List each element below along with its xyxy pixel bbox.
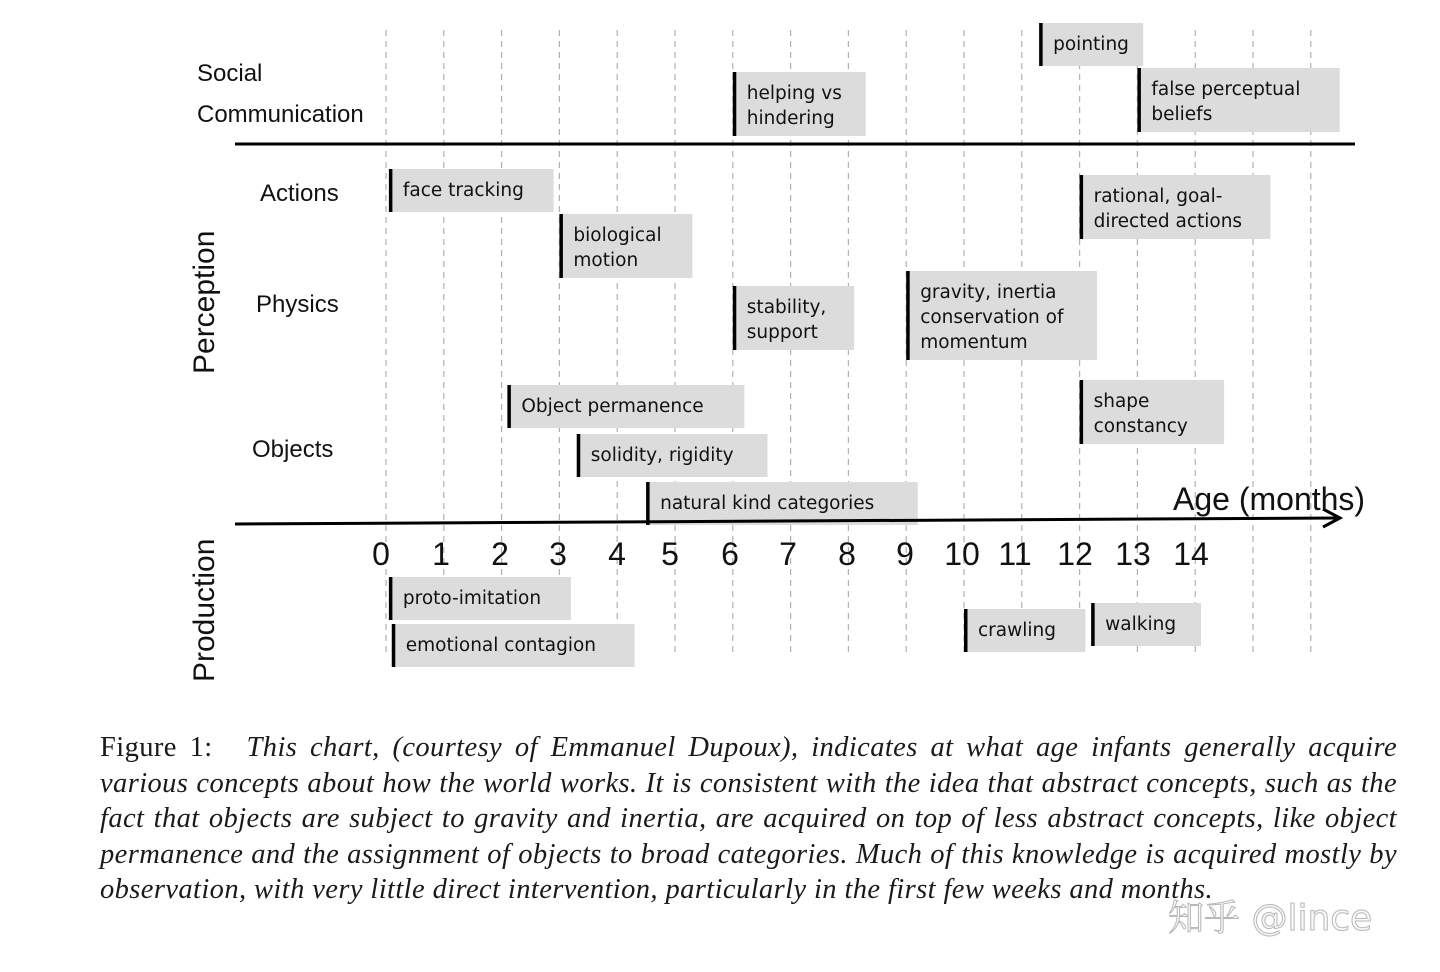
tick-label: 14 (1173, 536, 1209, 572)
concept-bar-label: beliefs (1151, 104, 1213, 125)
concept-bar (1091, 603, 1201, 646)
concept-bar (1080, 175, 1271, 239)
concept-onset-marker (906, 271, 910, 360)
concept-bar (1039, 23, 1143, 66)
concept-onset-marker (577, 434, 581, 477)
concept-bar-label: Object permanence (521, 396, 704, 417)
concept-onset-marker (1091, 603, 1095, 646)
age-tick-labels (372, 536, 1209, 572)
production-group-label: Production (188, 538, 221, 682)
figure-caption-label: Figure 1: (100, 732, 213, 763)
concept-onset-marker (389, 169, 393, 212)
concept-onset-marker (733, 286, 737, 350)
tick-label: 12 (1057, 536, 1093, 572)
concept-bar-label: conservation of (920, 307, 1064, 328)
concept-bar (559, 214, 692, 278)
figure-caption-text: This chart, (courtesy of Emmanuel Dupoux), indicates at what age infants generally acquire various concepts about how the world works. It is consistent with the idea that abstract concepts, such as the fact that objects are subject to gravity and inertia, are acquired on top of less abstract concepts, like object permanence and the assignment of objects to broad categories. Much of this knowledge is acquired mostly by observation, with very little direct intervention, particularly in the first few weeks and months. (100, 732, 1398, 905)
tick-label: 11 (998, 536, 1032, 572)
concept-bar-label: face tracking (402, 180, 524, 201)
concept-bar (964, 609, 1085, 652)
concept-bar (1137, 68, 1339, 132)
tick-label: 10 (944, 536, 980, 572)
concept-bar-label: natural kind categories (660, 493, 875, 514)
concept-bar-label: gravity, inertia (920, 282, 1057, 303)
concept-bar-label: solidity, rigidity (590, 445, 734, 466)
concept-bar-label: biological (573, 225, 662, 246)
concept-bar (646, 482, 918, 525)
concept-bar-label: momentum (920, 332, 1028, 353)
tick-label: 5 (661, 536, 679, 572)
concept-bar (392, 624, 635, 667)
concept-onset-marker (733, 72, 737, 136)
concept-bar-label: stability, (746, 297, 827, 318)
tick-label: 4 (608, 536, 626, 572)
social-label-line1: Social (197, 60, 263, 87)
concept-onset-marker (646, 482, 650, 525)
tick-label: 6 (721, 536, 739, 572)
social-label-line2: Communication (197, 101, 364, 128)
concept-bar-label: motion (573, 250, 639, 271)
concept-bar (733, 72, 866, 136)
concept-bar-label: emotional contagion (405, 635, 597, 656)
objects-row-label: Objects (252, 436, 334, 463)
concept-onset-marker (1137, 68, 1141, 132)
figure-caption (100, 730, 1397, 908)
concept-onset-marker (389, 577, 393, 620)
concept-onset-marker (507, 385, 511, 428)
concept-bar (1080, 380, 1225, 444)
concept-bar (577, 434, 768, 477)
axis-title: Age (months) (1173, 481, 1366, 517)
concept-bar (389, 169, 554, 212)
concept-onset-marker (1080, 175, 1084, 239)
concept-onset-marker (392, 624, 396, 667)
concept-bar-label: hindering (746, 108, 835, 129)
tick-label: 8 (838, 536, 856, 572)
concept-bar-label: crawling (978, 620, 1056, 641)
concept-onset-marker (1080, 380, 1084, 444)
zhihu-watermark: 知乎 @lince (1168, 898, 1373, 939)
concept-bar-label: constancy (1093, 416, 1188, 437)
tick-label: 9 (896, 536, 914, 572)
tick-label: 3 (549, 536, 567, 572)
tick-label: 7 (779, 536, 797, 572)
concept-bar (906, 271, 1097, 360)
concept-bar-label: shape (1093, 391, 1150, 412)
concept-bar-label: proto-imitation (402, 588, 542, 609)
concept-bar-label: pointing (1053, 34, 1129, 55)
tick-label: 1 (432, 536, 450, 572)
concept-bar-label: false perceptual (1151, 79, 1301, 100)
concept-bar (507, 385, 744, 428)
concept-bar (733, 286, 854, 350)
concept-bar-label: rational, goal- (1093, 186, 1223, 207)
concept-bar-label: support (746, 322, 818, 343)
perception-group-label: Perception (188, 230, 221, 374)
tick-label: 13 (1115, 536, 1151, 572)
concept-bar-label: directed actions (1093, 211, 1243, 232)
concept-bar (389, 577, 571, 620)
concept-bar-label: helping vs (746, 83, 842, 104)
concept-bar-label: walking (1105, 614, 1177, 635)
actions-row-label: Actions (260, 180, 339, 207)
concept-onset-marker (964, 609, 968, 652)
tick-label: 0 (372, 536, 390, 572)
concept-onset-marker (559, 214, 563, 278)
concept-onset-marker (1039, 23, 1043, 66)
tick-label: 2 (491, 536, 509, 572)
physics-row-label: Physics (256, 291, 339, 318)
